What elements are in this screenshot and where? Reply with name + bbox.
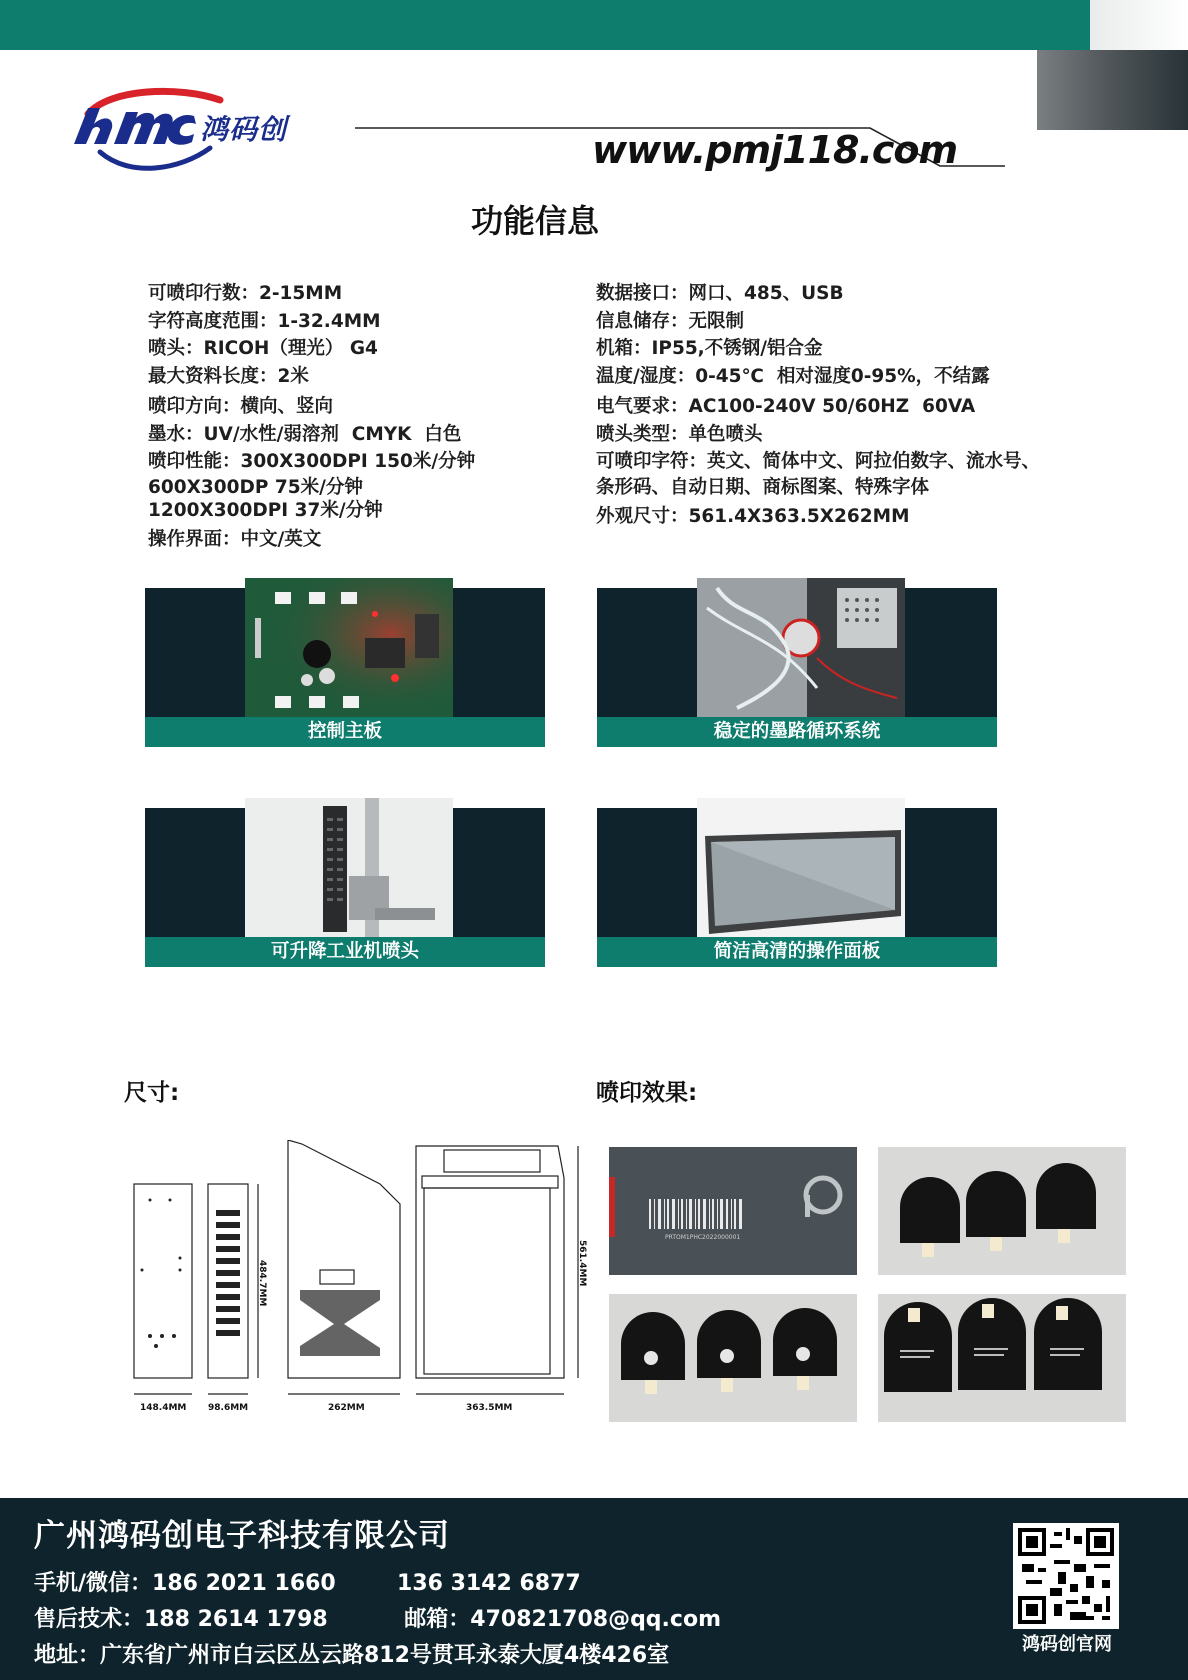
spec-line: 600X300DP 75米/分钟 [148, 476, 363, 498]
service-line: 售后技术：188 2614 1798 邮箱：470821708@qq.com [34, 1607, 721, 1632]
barcode-caption: PRTOM1PHC2022000001 [665, 1234, 741, 1241]
svg-text:561.4MM: 561.4MM [577, 1240, 587, 1287]
svg-text:262MM: 262MM [328, 1403, 365, 1413]
spec-line: 字符高度范围：1-32.4MM [148, 310, 381, 332]
sample-barcode-photo [609, 1147, 857, 1275]
spec-line: 喷印方向：横向、竖向 [148, 396, 334, 417]
qr-label: 鸿码创官网 [1022, 1634, 1112, 1655]
brand-name: 鸿码创 [200, 113, 288, 146]
footer [0, 1498, 1188, 1680]
spec-line: 墨水：UV/水性/弱溶剂 CMYK 白色 [148, 423, 462, 445]
spec-line: 喷头：RICOH（理光） G4 [148, 338, 378, 359]
corner-decoration [1090, 0, 1188, 50]
print-head-photo-icon [245, 798, 453, 938]
feature-ink-system [597, 578, 997, 742]
feature-caption: 稳定的墨路循环系统 [597, 717, 997, 747]
spec-line: 喷印性能：300X300DPI 150米/分钟 [148, 451, 476, 472]
touch-panel-photo-icon [697, 798, 905, 938]
spec-line: 可喷印行数：2-15MM [148, 283, 343, 304]
dimensions-label: 尺寸: [124, 1080, 180, 1106]
spec-line: 可喷印字符：英文、简体中文、阿拉伯数字、流水号、 [596, 451, 1041, 472]
feature-caption: 简洁高清的操作面板 [597, 937, 997, 967]
sample-battery-photo-2 [609, 1294, 857, 1422]
feature-control-board [145, 578, 545, 742]
specs-right [596, 280, 1040, 530]
feature-print-head [145, 798, 545, 962]
spec-line: 操作界面：中文/英文 [148, 528, 322, 550]
feature-caption: 可升降工业机喷头 [145, 937, 545, 967]
company-name: 广州鸿码创电子科技有限公司 [34, 1518, 450, 1554]
page-title: 功能信息 [470, 202, 599, 240]
feature-touch-panel [597, 798, 997, 962]
svg-text:363.5MM: 363.5MM [466, 1403, 513, 1413]
spec-line: 电气要求：AC100-240V 50/60HZ 60VA [596, 396, 976, 417]
specs-left [148, 280, 475, 553]
address-line: 地址：广东省广州市白云区丛云路812号贯耳永泰大厦4楼426室 [34, 1643, 670, 1668]
spec-line: 喷头类型：单色喷头 [596, 423, 763, 445]
svg-text:98.6MM: 98.6MM [208, 1403, 249, 1413]
print-effect-label: 喷印效果: [596, 1080, 698, 1106]
spec-line: 最大资料长度：2米 [148, 365, 309, 387]
svg-text:484.7MM: 484.7MM [257, 1260, 267, 1307]
ink-system-photo-icon [697, 578, 905, 718]
svg-text:148.4MM: 148.4MM [140, 1403, 187, 1413]
top-band [0, 0, 1090, 50]
spec-line: 数据接口：网口、485、USB [596, 283, 844, 304]
spec-line: 温度/湿度：0-45℃ 相对湿度0-95%，不结露 [596, 365, 990, 387]
phone-line: 手机/微信：186 2021 1660 136 3142 6877 [34, 1571, 581, 1596]
spec-line: 1200X300DPI 37米/分钟 [148, 499, 383, 521]
spec-line: 机箱：IP55,不锈钢/铝合金 [596, 338, 823, 359]
dimension-drawing [120, 1140, 600, 1420]
spec-line: 信息储存：无限制 [596, 310, 745, 332]
corner-gradient-block [1037, 50, 1188, 130]
website-link[interactable]: www.pmj118.com [592, 128, 958, 172]
spec-line: 条形码、自动日期、商标图案、特殊字体 [596, 476, 930, 498]
circuit-board-photo-icon [245, 578, 453, 718]
sample-battery-photo-3 [878, 1294, 1126, 1422]
qr-code-icon[interactable] [1013, 1523, 1119, 1629]
spec-line: 外观尺寸：561.4X363.5X262MM [596, 505, 910, 527]
sample-battery-photo-1 [878, 1147, 1126, 1275]
feature-caption: 控制主板 [145, 717, 545, 747]
